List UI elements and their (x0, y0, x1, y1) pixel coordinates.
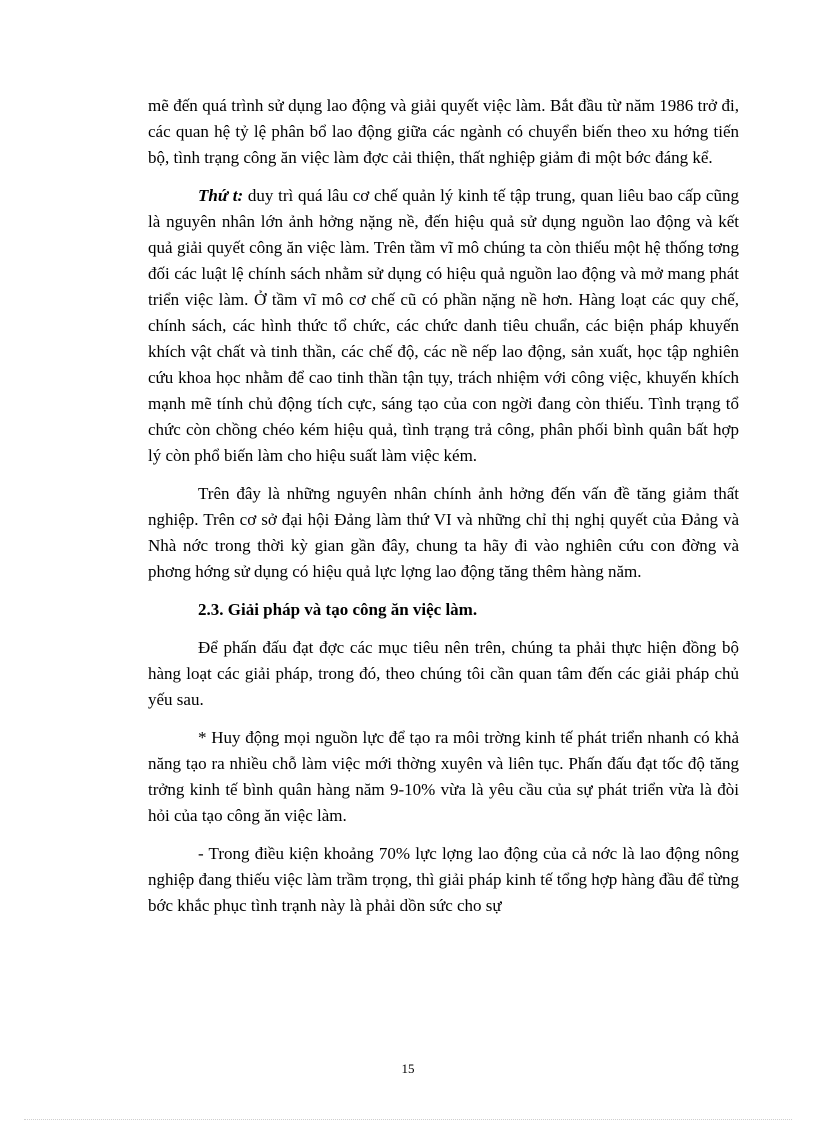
paragraph-4: Để phấn đấu đạt đợc các mục tiêu nên trên, chúng ta phải thực hiện đồng bộ hàng loạt các giải pháp, trong đó, theo chúng tôi cần quan tâm đến các giải pháp chủ yếu sau. (148, 638, 739, 709)
paragraph-5: * Huy động mọi nguồn lực để tạo ra môi trờng kinh tế phát triển nhanh có khả năng tạo ra nhiều chỗ làm việc mới thờng xuyên và liên tục. Phấn đấu đạt tốc độ tăng trởng kinh tế bình quân hàng năm 9-10% vừa là yêu cầu của sự phát triển vừa là đòi hỏi của tạo công ăn việc làm. (148, 728, 739, 825)
paragraph-2-text: duy trì quá lâu cơ chế quản lý kinh tế tập trung, quan liêu bao cấp cũng là nguyên nhân lớn ảnh hởng nặng nề, đến hiệu quả sử dụng nguồn lao động và kết quả giải quyết công ăn việc làm. Trên tầm vĩ mô chúng ta còn thiếu một hệ thống tơng đối các luật lệ chính sách nhằm sử dụng có hiệu quả nguồn lao động và mở mang phát triển việc làm. Ở tầm vĩ mô cơ chế cũ có phần nặng nề hơn. Hàng loạt các quy chế, chính sách, các hình thức tổ chức, các chức danh tiêu chuẩn, các biện pháp khuyến khích vật chất và tinh thần, các chế độ, các nề nếp lao động, sản xuất, học tập nghiên cứu khoa học nhằm để cao tinh thần tận tụy, trách nhiệm với công việc, khuyến khích mạnh mẽ tính chủ động tích cực, sáng tạo của con ngời đang còn thiếu. Tình trạng tổ chức còn chồng chéo kém hiệu quả, tình trạng trả công, phân phối bình quân bất hợp lý còn phổ biến làm cho hiệu suất làm việc kém. (148, 186, 739, 465)
paragraph-1: mẽ đến quá trình sử dụng lao động và giải quyết việc làm. Bắt đầu từ năm 1986 trở đi, các quan hệ tỷ lệ phân bổ lao động giữa các ngành có chuyển biến theo xu hớng tiến bộ, tình trạng công ăn việc làm đợc cải thiện, thất nghiệp giảm đi một bớc đáng kể. (148, 96, 739, 167)
paragraph-2 (148, 183, 739, 469)
section-heading: 2.3. Giải pháp và tạo công ăn việc làm. (198, 600, 478, 619)
paragraph-3: Trên đây là những nguyên nhân chính ảnh hởng đến vấn đề tăng giảm thất nghiệp. Trên cơ sở đại hội Đảng làm thứ VI và những chỉ thị nghị quyết của Đảng và Nhà nớc trong thời kỳ gian gần đây, chung ta hãy đi vào nghiên cứu con đờng và phơng hớng sử dụng có hiệu quả lực lợng lao động tăng thêm hàng năm. (148, 484, 739, 581)
paragraph-6: - Trong điều kiện khoảng 70% lực lợng lao động của cả nớc là lao động nông nghiệp đang thiếu việc làm trầm trọng, thì giải pháp kinh tế tổng hợp hàng đầu để từng bớc khắc phục tình trạnh này là phải dồn sức cho sự (148, 844, 739, 915)
page-body (148, 93, 739, 931)
page-bottom-border (24, 1119, 792, 1120)
page-number: 15 (401, 1061, 415, 1076)
paragraph-2-lead: Thứ t: (198, 186, 244, 205)
